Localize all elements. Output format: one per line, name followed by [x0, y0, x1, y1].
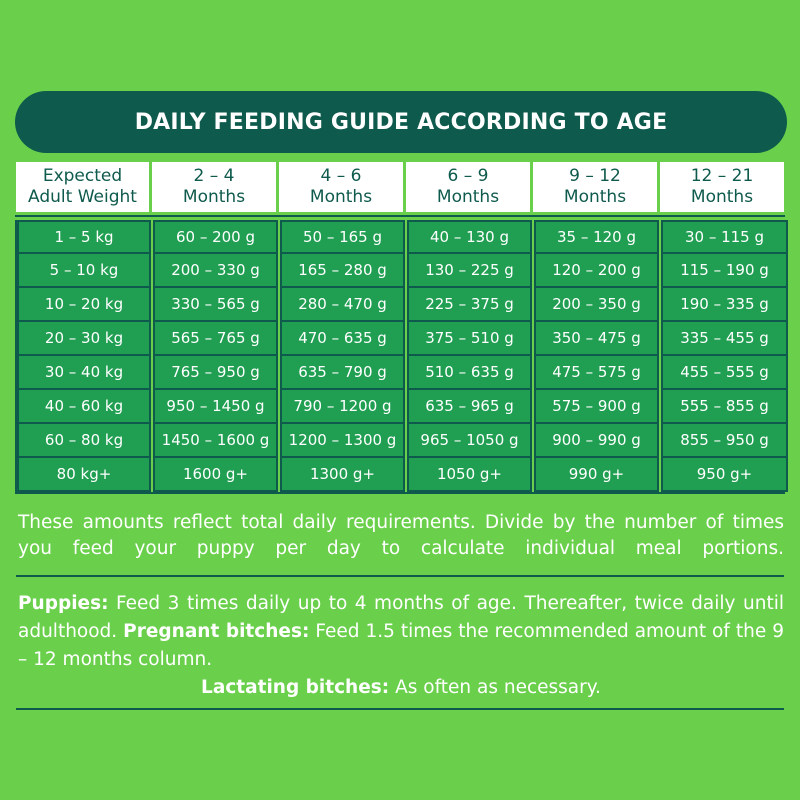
- amount-cell: 330 – 565 g: [153, 288, 278, 322]
- header-weight: [16, 162, 149, 212]
- portion-note: These amounts reflect total daily requirements. Divide by the number of times you feed your puppy per day to calculate individual meal portions.: [18, 512, 784, 559]
- lactating-text: As often as necessary.: [395, 677, 601, 698]
- header-4-6-months: [279, 162, 403, 212]
- puppies-text: Feed 3 times daily up to 4 months of age. Thereafter, twice daily until adulthood.: [18, 593, 784, 642]
- amount-cell: 455 – 555 g: [661, 356, 788, 390]
- amount-cell: 1050 g+: [407, 458, 532, 492]
- feeding-instructions: [18, 590, 784, 702]
- header-line: Months: [690, 187, 754, 207]
- amount-cell: 965 – 1050 g: [407, 424, 532, 458]
- amount-cell: 1450 – 1600 g: [153, 424, 278, 458]
- amount-cell: 510 – 635 g: [407, 356, 532, 390]
- header-line: 2 – 4: [193, 166, 235, 186]
- table-row: [17, 356, 783, 390]
- header-12-21-months: [660, 162, 784, 212]
- amount-cell: 790 – 1200 g: [280, 390, 405, 424]
- table-row: [17, 424, 783, 458]
- header-line: 6 – 9: [447, 166, 489, 186]
- amount-cell: 35 – 120 g: [534, 220, 659, 254]
- feeding-table: [15, 159, 785, 494]
- amount-cell: 50 – 165 g: [280, 220, 405, 254]
- amount-cell: 575 – 900 g: [534, 390, 659, 424]
- weight-cell: 60 – 80 kg: [17, 424, 151, 458]
- weight-cell: 10 – 20 kg: [17, 288, 151, 322]
- header-line: Months: [309, 187, 373, 207]
- amount-cell: 950 – 1450 g: [153, 390, 278, 424]
- header-line: Months: [436, 187, 500, 207]
- title-banner: [15, 91, 787, 153]
- header-9-12-months: [533, 162, 657, 212]
- table-row: [17, 322, 783, 356]
- amount-cell: 40 – 130 g: [407, 220, 532, 254]
- weight-cell: 40 – 60 kg: [17, 390, 151, 424]
- amount-cell: 115 – 190 g: [661, 254, 788, 288]
- amount-cell: 130 – 225 g: [407, 254, 532, 288]
- table-row: [17, 288, 783, 322]
- amount-cell: 990 g+: [534, 458, 659, 492]
- header-line: 9 – 12: [569, 166, 621, 186]
- pregnant-label: Pregnant bitches:: [123, 621, 310, 642]
- amount-cell: 165 – 280 g: [280, 254, 405, 288]
- header-2-4-months: [152, 162, 276, 212]
- amount-cell: 120 – 200 g: [534, 254, 659, 288]
- pregnant-text: Feed 1.5 times the recommended amount of the 9 – 12 months column.: [18, 621, 784, 670]
- amount-cell: 555 – 855 g: [661, 390, 788, 424]
- amount-cell: 30 – 115 g: [661, 220, 788, 254]
- amount-cell: 1200 – 1300 g: [280, 424, 405, 458]
- table-row: [17, 254, 783, 288]
- divider: [16, 708, 784, 710]
- header-line: 12 – 21: [690, 166, 754, 186]
- amount-cell: 190 – 335 g: [661, 288, 788, 322]
- amount-cell: 350 – 475 g: [534, 322, 659, 356]
- table-row: [17, 220, 783, 254]
- amount-cell: 765 – 950 g: [153, 356, 278, 390]
- page-title: DAILY FEEDING GUIDE ACCORDING TO AGE: [134, 109, 668, 135]
- weight-cell: 5 – 10 kg: [17, 254, 151, 288]
- header-line: Months: [563, 187, 627, 207]
- amount-cell: 1300 g+: [280, 458, 405, 492]
- weight-cell: 30 – 40 kg: [17, 356, 151, 390]
- header-6-9-months: [406, 162, 530, 212]
- amount-cell: 900 – 990 g: [534, 424, 659, 458]
- weight-cell: 80 kg+: [17, 458, 151, 492]
- weight-cell: 20 – 30 kg: [17, 322, 151, 356]
- feed-text-block: [18, 590, 784, 674]
- header-line: Adult Weight: [28, 187, 137, 207]
- amount-cell: 470 – 635 g: [280, 322, 405, 356]
- amount-cell: 1600 g+: [153, 458, 278, 492]
- table-row: [17, 458, 783, 492]
- lactating-label: Lactating bitches:: [201, 677, 390, 698]
- amount-cell: 375 – 510 g: [407, 322, 532, 356]
- lactating-line: [18, 674, 784, 702]
- header-line: Expected: [42, 166, 123, 186]
- weight-cell: 1 – 5 kg: [17, 220, 151, 254]
- header-line: Months: [182, 187, 246, 207]
- header-line: 4 – 6: [320, 166, 362, 186]
- amount-cell: 225 – 375 g: [407, 288, 532, 322]
- amount-cell: 950 g+: [661, 458, 788, 492]
- amount-cell: 280 – 470 g: [280, 288, 405, 322]
- amount-cell: 565 – 765 g: [153, 322, 278, 356]
- table-body: [15, 220, 785, 494]
- amount-cell: 475 – 575 g: [534, 356, 659, 390]
- divider: [16, 575, 784, 577]
- amount-cell: 635 – 965 g: [407, 390, 532, 424]
- amount-cell: 855 – 950 g: [661, 424, 788, 458]
- amount-cell: 635 – 790 g: [280, 356, 405, 390]
- amount-cell: 200 – 350 g: [534, 288, 659, 322]
- amount-cell: 60 – 200 g: [153, 220, 278, 254]
- puppies-label: Puppies:: [18, 593, 109, 614]
- amount-cell: 335 – 455 g: [661, 322, 788, 356]
- table-header-row: [15, 159, 785, 217]
- amount-cell: 200 – 330 g: [153, 254, 278, 288]
- table-row: [17, 390, 783, 424]
